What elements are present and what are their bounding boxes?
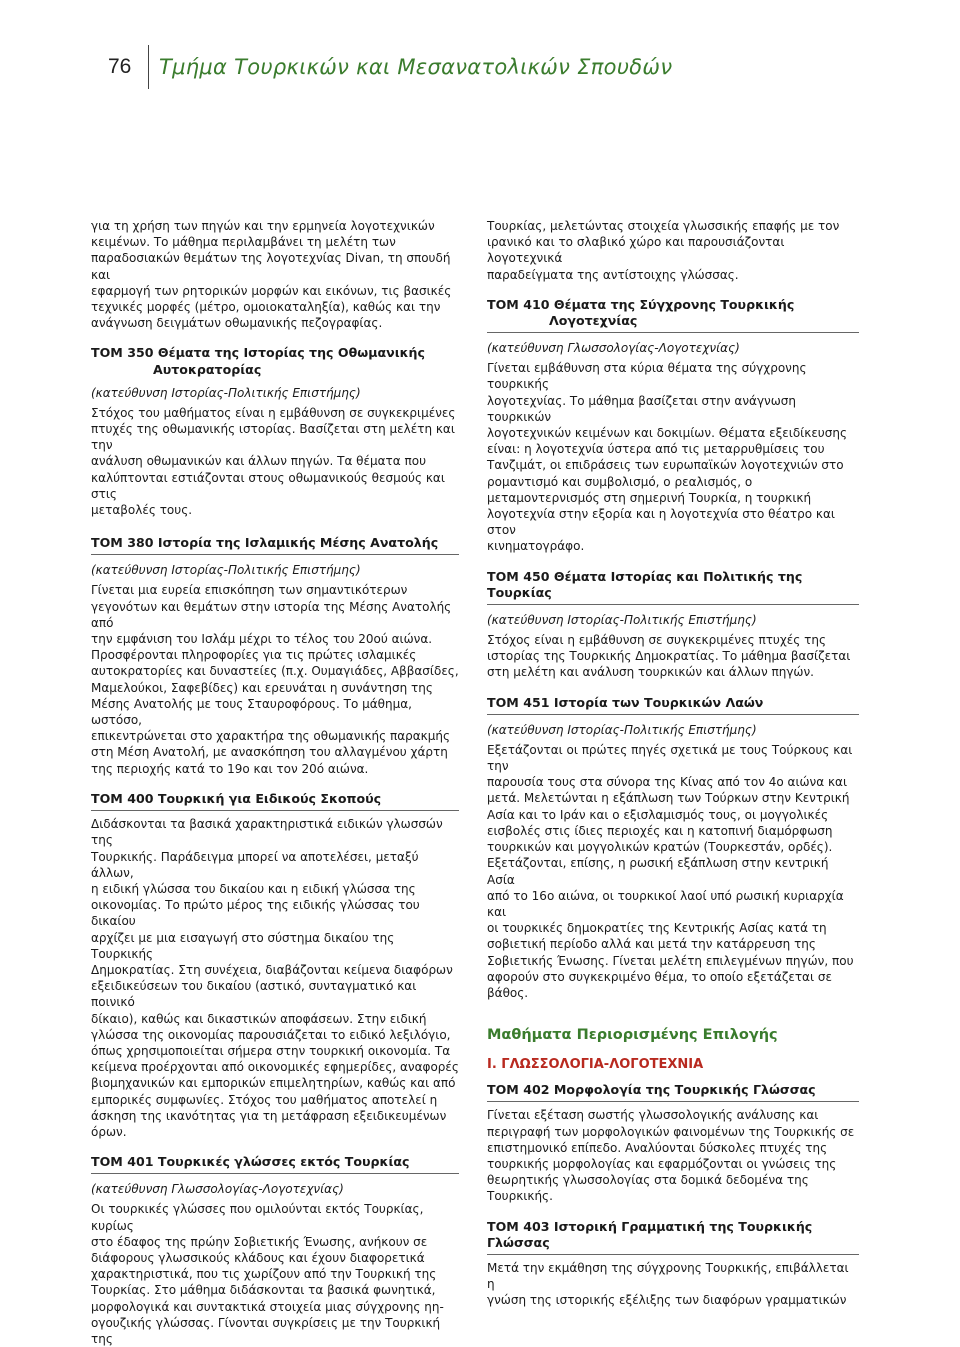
course-title: ΤΟΜ 380 Ιστορία της Ισλαμικής Μέσης Ανατολής xyxy=(91,535,439,551)
intro-paragraph xyxy=(91,218,459,331)
course-direction: (κατεύθυνση Ιστορίας-Πολιτικής Επιστήμης) xyxy=(487,613,757,628)
text-line: εφαρμογή των ρητορικών μορφών και εικόνων, τις βασικές xyxy=(91,283,452,298)
course-direction: (κατεύθυνση Ιστορίας-Πολιτικής Επιστήμης) xyxy=(487,722,757,737)
text-line: λογοτεχνία στην εξορία και η λογοτεχνία στο θέατρο και στον xyxy=(487,507,835,538)
text-line: Γίνεται μια ευρεία επισκόπηση των σημαντικότερων xyxy=(91,583,408,598)
course-title: ΤΟΜ 401 Τουρκικές γλώσσες εκτός Τουρκίας xyxy=(91,1154,410,1170)
course-tom451 xyxy=(487,695,859,1001)
text-line: αφορούν στο συγκεκριμένο θέμα, το οποίο εξετάζεται σε xyxy=(487,969,832,984)
text-line: καλύπτονται εστιάζονται στους οθωμανικούς θεσμούς και στις xyxy=(91,470,445,501)
text-line: Μαμελούκοι, Σαφεβίδες) και ερευνάται η συνάντηση της xyxy=(91,680,433,695)
text-line: μετά. Μελετώνται η εξάπλωση των Τούρκων στην Κεντρική xyxy=(487,791,850,806)
text-line: γλώσσα της οικονομίας παρουσιάζεται το ειδικό λεξιλόγιο, xyxy=(91,1027,451,1042)
text-line: άσκηση της ικανότητας για τη μετάφραση εξειδικευμένων xyxy=(91,1108,447,1123)
title-underline xyxy=(487,714,859,715)
text-line: γεγονότων και θεμάτων στην ιστορία της Μέσης Ανατολής από xyxy=(91,599,452,630)
department-title: Τμήμα Τουρκικών και Μεσανατολικών Σπουδών xyxy=(159,55,673,79)
text-line: μεταβολές τους. xyxy=(91,503,193,518)
text-line: Στόχος του μαθήματος είναι η εμβάθυνση σε συγκεκριμένες xyxy=(91,405,456,420)
text-line: γνώση της ιστορικής εξέλιξης των διαφόρων γραμματικών xyxy=(487,1293,847,1308)
course-tom450 xyxy=(487,569,859,681)
text-line: ρομαντισμό και συμβολισμό, ο ρεαλισμός, ο xyxy=(487,474,753,489)
text-line: τεχνικές μορφές (μέτρο, ομοιοκαταληξία), καθώς και την xyxy=(91,300,441,315)
text-line: Γίνεται εμβάθυνση στα κύρια θέματα της σύγχρονης τουρκικής xyxy=(487,361,807,392)
text-line: Γίνεται εξέταση σωστής γλωσσολογικής ανάλυσης και xyxy=(487,1108,819,1123)
text-line: τουρκικής μορφολογίας και εφαρμόζονται οι γνώσεις της xyxy=(487,1156,837,1171)
text-line: χαρακτηριστικά, που τις χωρίζουν από την Τουρκική της xyxy=(91,1267,437,1282)
text-line: κείμενα προέρχονται από οικονομικές εφημερίδες, αναφορές xyxy=(91,1060,459,1075)
text-line: Τανζιμάτ, οι επιδράσεις των ευρωπαϊκών λογοτεχνιών στο xyxy=(487,458,844,473)
text-line: παρουσία τους στα σύνορα της Κίνας από τον 4ο αιώνα και xyxy=(487,775,848,790)
course-title: ΤΟΜ 402 Μορφολογία της Τουρκικής Γλώσσας xyxy=(487,1082,816,1098)
text-line: βάθος. xyxy=(487,985,529,1000)
course-tom402 xyxy=(487,1082,859,1204)
text-line: κειμένων. Το μάθημα περιλαμβάνει τη μελέτη των xyxy=(91,235,396,250)
text-line: Ασία και το Ιράν και ο εξισλαμισμός τους, οι μογγολικές xyxy=(487,807,829,822)
course-tom400 xyxy=(91,791,459,1140)
text-line: οικονομίας. Το πρώτο μέρος της ειδικής γλώσσας του δικαίου xyxy=(91,898,420,929)
limited-choice-section xyxy=(487,1026,859,1044)
course-tom350 xyxy=(91,345,459,518)
text-line: Δημοκρατίας. Στη συνέχεια, διαβάζονται κείμενα διαφόρων xyxy=(91,962,453,977)
text-line: Σοβιετικής Ένωσης. Γίνεται μελέτη επιλεγμένων πηγών, που xyxy=(487,953,854,968)
title-underline xyxy=(91,554,459,555)
course-direction: (κατεύθυνση Γλωσσολογίας-Λογοτεχνίας) xyxy=(91,1182,344,1197)
course-tom403 xyxy=(487,1219,859,1309)
course-direction: (κατεύθυνση Ιστορίας-Πολιτικής Επιστήμης) xyxy=(91,563,361,578)
text-line: στη Μέση Ανατολή, με ανασκόπηση του αλλαγμένου χάρτη xyxy=(91,745,448,760)
text-line: Μέσης Ανατολής με τους Σταυροφόρους. Το μάθημα, ωστόσο, xyxy=(91,696,412,728)
text-line: Τουρκίας. Στο μάθημα διδάσκονται τα βασικά φωνητικά, xyxy=(91,1283,436,1298)
text-line: αυτοκρατορίες και δυναστείες (π.χ. Ουμαγιάδες, Αββασίδες, xyxy=(91,664,459,679)
title-underline xyxy=(487,604,859,605)
text-line: μορφολογικά και συντακτικά στοιχεία μιας σύγχρονης ηη- xyxy=(91,1299,444,1314)
category-section xyxy=(487,1057,859,1073)
header-divider xyxy=(148,45,149,89)
text-line: πτυχές της οθωμανικής ιστορίας. Βασίζεται στη μελέτη και την xyxy=(91,422,455,453)
title-underline xyxy=(487,1254,859,1255)
title-underline xyxy=(487,332,859,333)
text-line: σοβιετική περίοδο αλλά και μετά την κατάρρευση της xyxy=(487,937,816,952)
page-number: 76 xyxy=(108,55,132,78)
text-line: επικεντρώνεται στο χαρακτήρα της οθωμανικής παρακμής xyxy=(91,729,451,744)
title-underline xyxy=(91,810,459,811)
course-title: ΤΟΜ 450 Θέματα Ιστορίας και Πολιτικής της Τουρκίας xyxy=(487,568,803,600)
text-line: διάφορους γλωσσικούς κλάδους και έχουν διαφορετικά xyxy=(91,1250,425,1265)
intro-paragraph xyxy=(487,218,859,283)
text-line: ιρανικό και το σλαβικό χώρο και παρουσιάζονται λογοτεχνικά xyxy=(487,235,785,266)
text-line: ανάγνωση δειγμάτων οθωμανικής πεζογραφίας. xyxy=(91,316,383,331)
course-title: ΤΟΜ 403 Ιστορική Γραμματική της Τουρκικής Γλώσσας xyxy=(487,1218,813,1250)
text-line: ιστορίας της Τουρκικής Δημοκρατίας. Το μάθημα βασίζεται xyxy=(487,649,851,664)
course-direction: (κατεύθυνση Γλωσσολογίας-Λογοτεχνίας) xyxy=(487,341,740,356)
text-line: ανάλυση οθωμανικών και άλλων πηγών. Τα θέματα που xyxy=(91,454,427,469)
limited-choice-heading: Μαθήματα Περιορισμένης Επιλογής xyxy=(487,1027,778,1044)
text-line: επιστημονικό επίπεδο. Αναλύονται δύσκολες πτυχές της xyxy=(487,1140,828,1155)
text-line: Προσφέρονται πληροφορίες για τις πρώτες ισλαμικές xyxy=(91,648,417,663)
course-tom401 xyxy=(91,1154,459,1347)
course-title: ΤΟΜ 400 Τουρκική για Ειδικούς Σκοπούς xyxy=(91,790,382,806)
title-underline xyxy=(487,1101,859,1102)
title-underline xyxy=(91,1173,459,1174)
text-line: δίκαιο), καθώς και δικαστικών αποφάσεων. Στην ειδική xyxy=(91,1011,427,1026)
text-line: της περιοχής κατά το 19ο και τον 20ό αιώνα. xyxy=(91,761,369,776)
course-title: ΤΟΜ 350 Θέματα της Ιστορίας της Οθωμανικής Αυτοκρατορίας xyxy=(91,345,425,377)
text-line: τουρκικών και μογγολικών κρατών (Τουρκεστάν, ορδές). xyxy=(487,840,833,855)
text-line: από το 16ο αιώνα, οι τουρκικοί λαοί υπό ρωσική κυριαρχία και xyxy=(487,888,844,919)
text-line: οι τουρκικές δημοκρατίες της Κεντρικής Ασίας κατά τη xyxy=(487,921,827,936)
text-line: παραδοσιακών θεμάτων της λογοτεχνίας Divan, τη σπουδή και xyxy=(91,251,451,282)
text-line: βιομηχανικών και εμπορικών επιμελητηρίων, καθώς και από xyxy=(91,1076,456,1091)
course-direction: (κατεύθυνση Ιστορίας-Πολιτικής Επιστήμης) xyxy=(91,385,361,400)
text-line: κινηματογράφο. xyxy=(487,539,585,554)
text-line: παραδείγματα της αντίστοιχης γλώσσας. xyxy=(487,267,739,282)
text-line: εισβολές στις ίδιες περιοχές και η κατοπινή διαμόρφωση xyxy=(487,823,833,838)
course-title: ΤΟΜ 451 Ιστορία των Τουρκικών Λαών xyxy=(487,694,764,710)
text-line: μεταμοντερνισμός στη σημερινή Τουρκία, η τουρκική xyxy=(487,490,812,505)
text-line: όρων. xyxy=(91,1124,127,1139)
course-tom380 xyxy=(91,535,459,777)
text-line: Εξετάζονται οι πρώτες πηγές σχετικά με τους Τούρκους και την xyxy=(487,742,853,774)
text-line: όπως χρησιμοποιείται σήμερα στην τουρκική οικονομία. Τα xyxy=(91,1043,451,1058)
course-title: ΤΟΜ 410 Θέματα της Σύγχρονης Τουρκικής Λογοτεχνίας xyxy=(487,296,795,329)
text-line: στο έδαφος της πρώην Σοβιετικής Ένωσης, ανήκουν σε xyxy=(91,1234,428,1249)
text-line: εμπορικές συμφωνίες. Στόχος του μαθήματος αποτελεί η xyxy=(91,1092,438,1107)
text-line: την εμφάνιση του Ισλάμ μέχρι το τέλος του 20ού αιώνα. xyxy=(91,632,433,647)
text-line: είναι: η λογοτεχνία ύστερα από τις μεταρρυθμίσεις του xyxy=(487,442,825,457)
text-line: Τουρκικής. Παράδειγμα μπορεί να αποτελέσει, μεταξύ άλλων, xyxy=(91,849,419,880)
right-column xyxy=(487,218,859,1309)
text-line: για τη χρήση των πηγών και την ερμηνεία λογοτεχνικών xyxy=(91,219,435,233)
text-line: στη μελέτη και ανάλυση τουρκικών και άλλων πηγών. xyxy=(487,665,814,680)
text-line: θεωρητικής γλωσσολογίας στα δομικά δεδομένα της xyxy=(487,1173,809,1188)
text-line: Εξετάζονται, επίσης, η ρωσική εξάπλωση στην κεντρική Ασία xyxy=(487,856,829,887)
text-line: Τουρκίας, μελετώντας στοιχεία γλωσσικής επαφής με τον xyxy=(487,219,840,233)
text-line: Διδάσκονται τα βασικά χαρακτηριστικά ειδικών γλωσσών της xyxy=(91,817,443,848)
course-tom410 xyxy=(487,297,859,555)
text-line: Στόχος είναι η εμβάθυνση σε συγκεκριμένες πτυχές της xyxy=(487,633,827,648)
text-line: Οι τουρκικές γλώσσες που ομιλούνται εκτός Τουρκίας, κυρίως xyxy=(91,1202,424,1233)
text-line: Μετά την εκμάθηση της σύγχρονης Τουρκικής, επιβάλλεται η xyxy=(487,1260,849,1292)
text-line: ογουζικής γλώσσας. Γίνονται συγκρίσεις με την Τουρκική της xyxy=(91,1315,441,1346)
text-line: αρχίζει με μια εισαγωγή στο σύστημα δικαίου της Τουρκικής xyxy=(91,930,395,961)
text-line: περιγραφή των μορφολογικών φαινομένων της Τουρκικής σε xyxy=(487,1124,855,1139)
page-header xyxy=(108,44,672,90)
text-line: Τουρκικής. xyxy=(487,1189,553,1204)
text-line: λογοτεχνικών κειμένων και δοκιμίων. Θέματα εξειδίκευσης xyxy=(487,426,847,441)
text-line: λογοτεχνίας. Το μάθημα βασίζεται στην ανάγνωση τουρκικών xyxy=(487,393,797,424)
text-line: η ειδική γλώσσα του δικαίου και η ειδική γλώσσα της xyxy=(91,881,416,896)
text-line: εξειδικεύσεων του δικαίου (αστικό, συνταγματικό και ποινικό xyxy=(91,979,417,1010)
left-column xyxy=(91,218,459,1347)
category-heading: Ι. ΓΛΩΣΣΟΛΟΓΙΑ-ΛΟΓΟΤΕΧΝΙΑ xyxy=(487,1057,704,1073)
